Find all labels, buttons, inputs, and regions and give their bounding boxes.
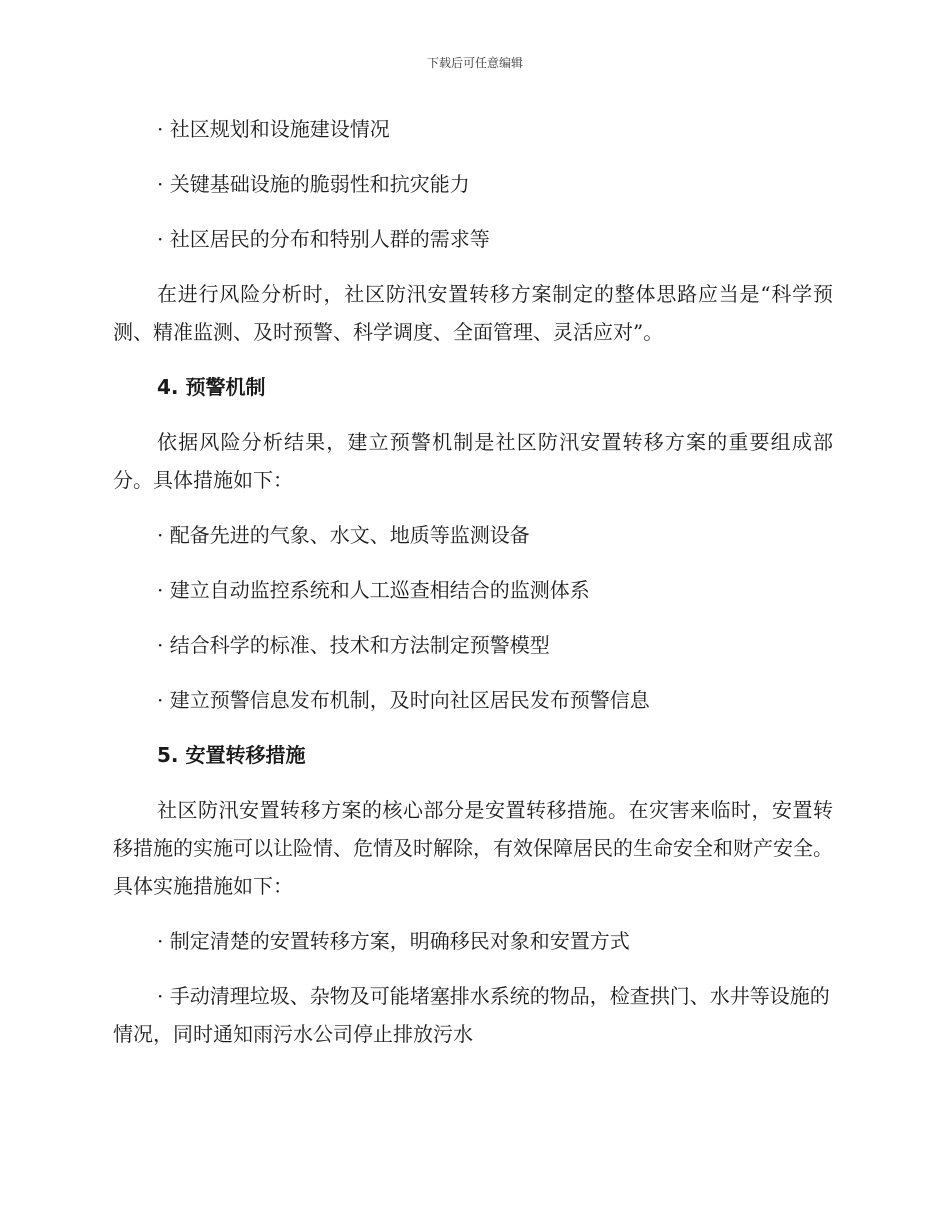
document-body [113,110,833,1070]
bullet-item: · 手动清理垃圾、杂物及可能堵塞排水系统的物品，检查拱门、水井等设施的情况，同时通知雨污水公司停止排放污水 [113,984,830,1046]
paragraph: 社区防汛安置转移方案的核心部分是安置转移措施。在灾害来临时，安置转移措施的实施可以让险情、危情及时解除，有效保障居民的生命安全和财产安全。具体实施措施如下： [113,798,833,898]
page-header: 下载后可任意编辑 [426,56,523,70]
paragraph: 依据风险分析结果，建立预警机制是社区防汛安置转移方案的重要组成部分。具体措施如下： [113,430,833,492]
bullet-item: · 配备先进的气象、水文、地质等监测设备 [157,523,530,547]
paragraph: 在进行风险分析时，社区防汛安置转移方案制定的整体思路应当是“科学预测、精准监测、及时预警、科学调度、全面管理、灵活应对”。 [113,282,833,344]
bullet-item: · 社区居民的分布和特别人群的需求等 [157,227,490,251]
bullet-item: · 关键基础设施的脆弱性和抗灾能力 [157,172,470,196]
bullet-item: · 结合科学的标准、技术和方法制定预警模型 [157,633,550,657]
section-heading-warning: 4. 预警机制 [157,375,266,399]
bullet-item: · 制定清楚的安置转移方案，明确移民对象和安置方式 [157,929,630,953]
section-heading-relocation: 5. 安置转移措施 [157,743,306,767]
bullet-item: · 建立预警信息发布机制，及时向社区居民发布预警信息 [157,688,650,712]
bullet-item: · 建立自动监控系统和人工巡查相结合的监测体系 [157,578,590,602]
bullet-item: · 社区规划和设施建设情况 [157,117,390,141]
